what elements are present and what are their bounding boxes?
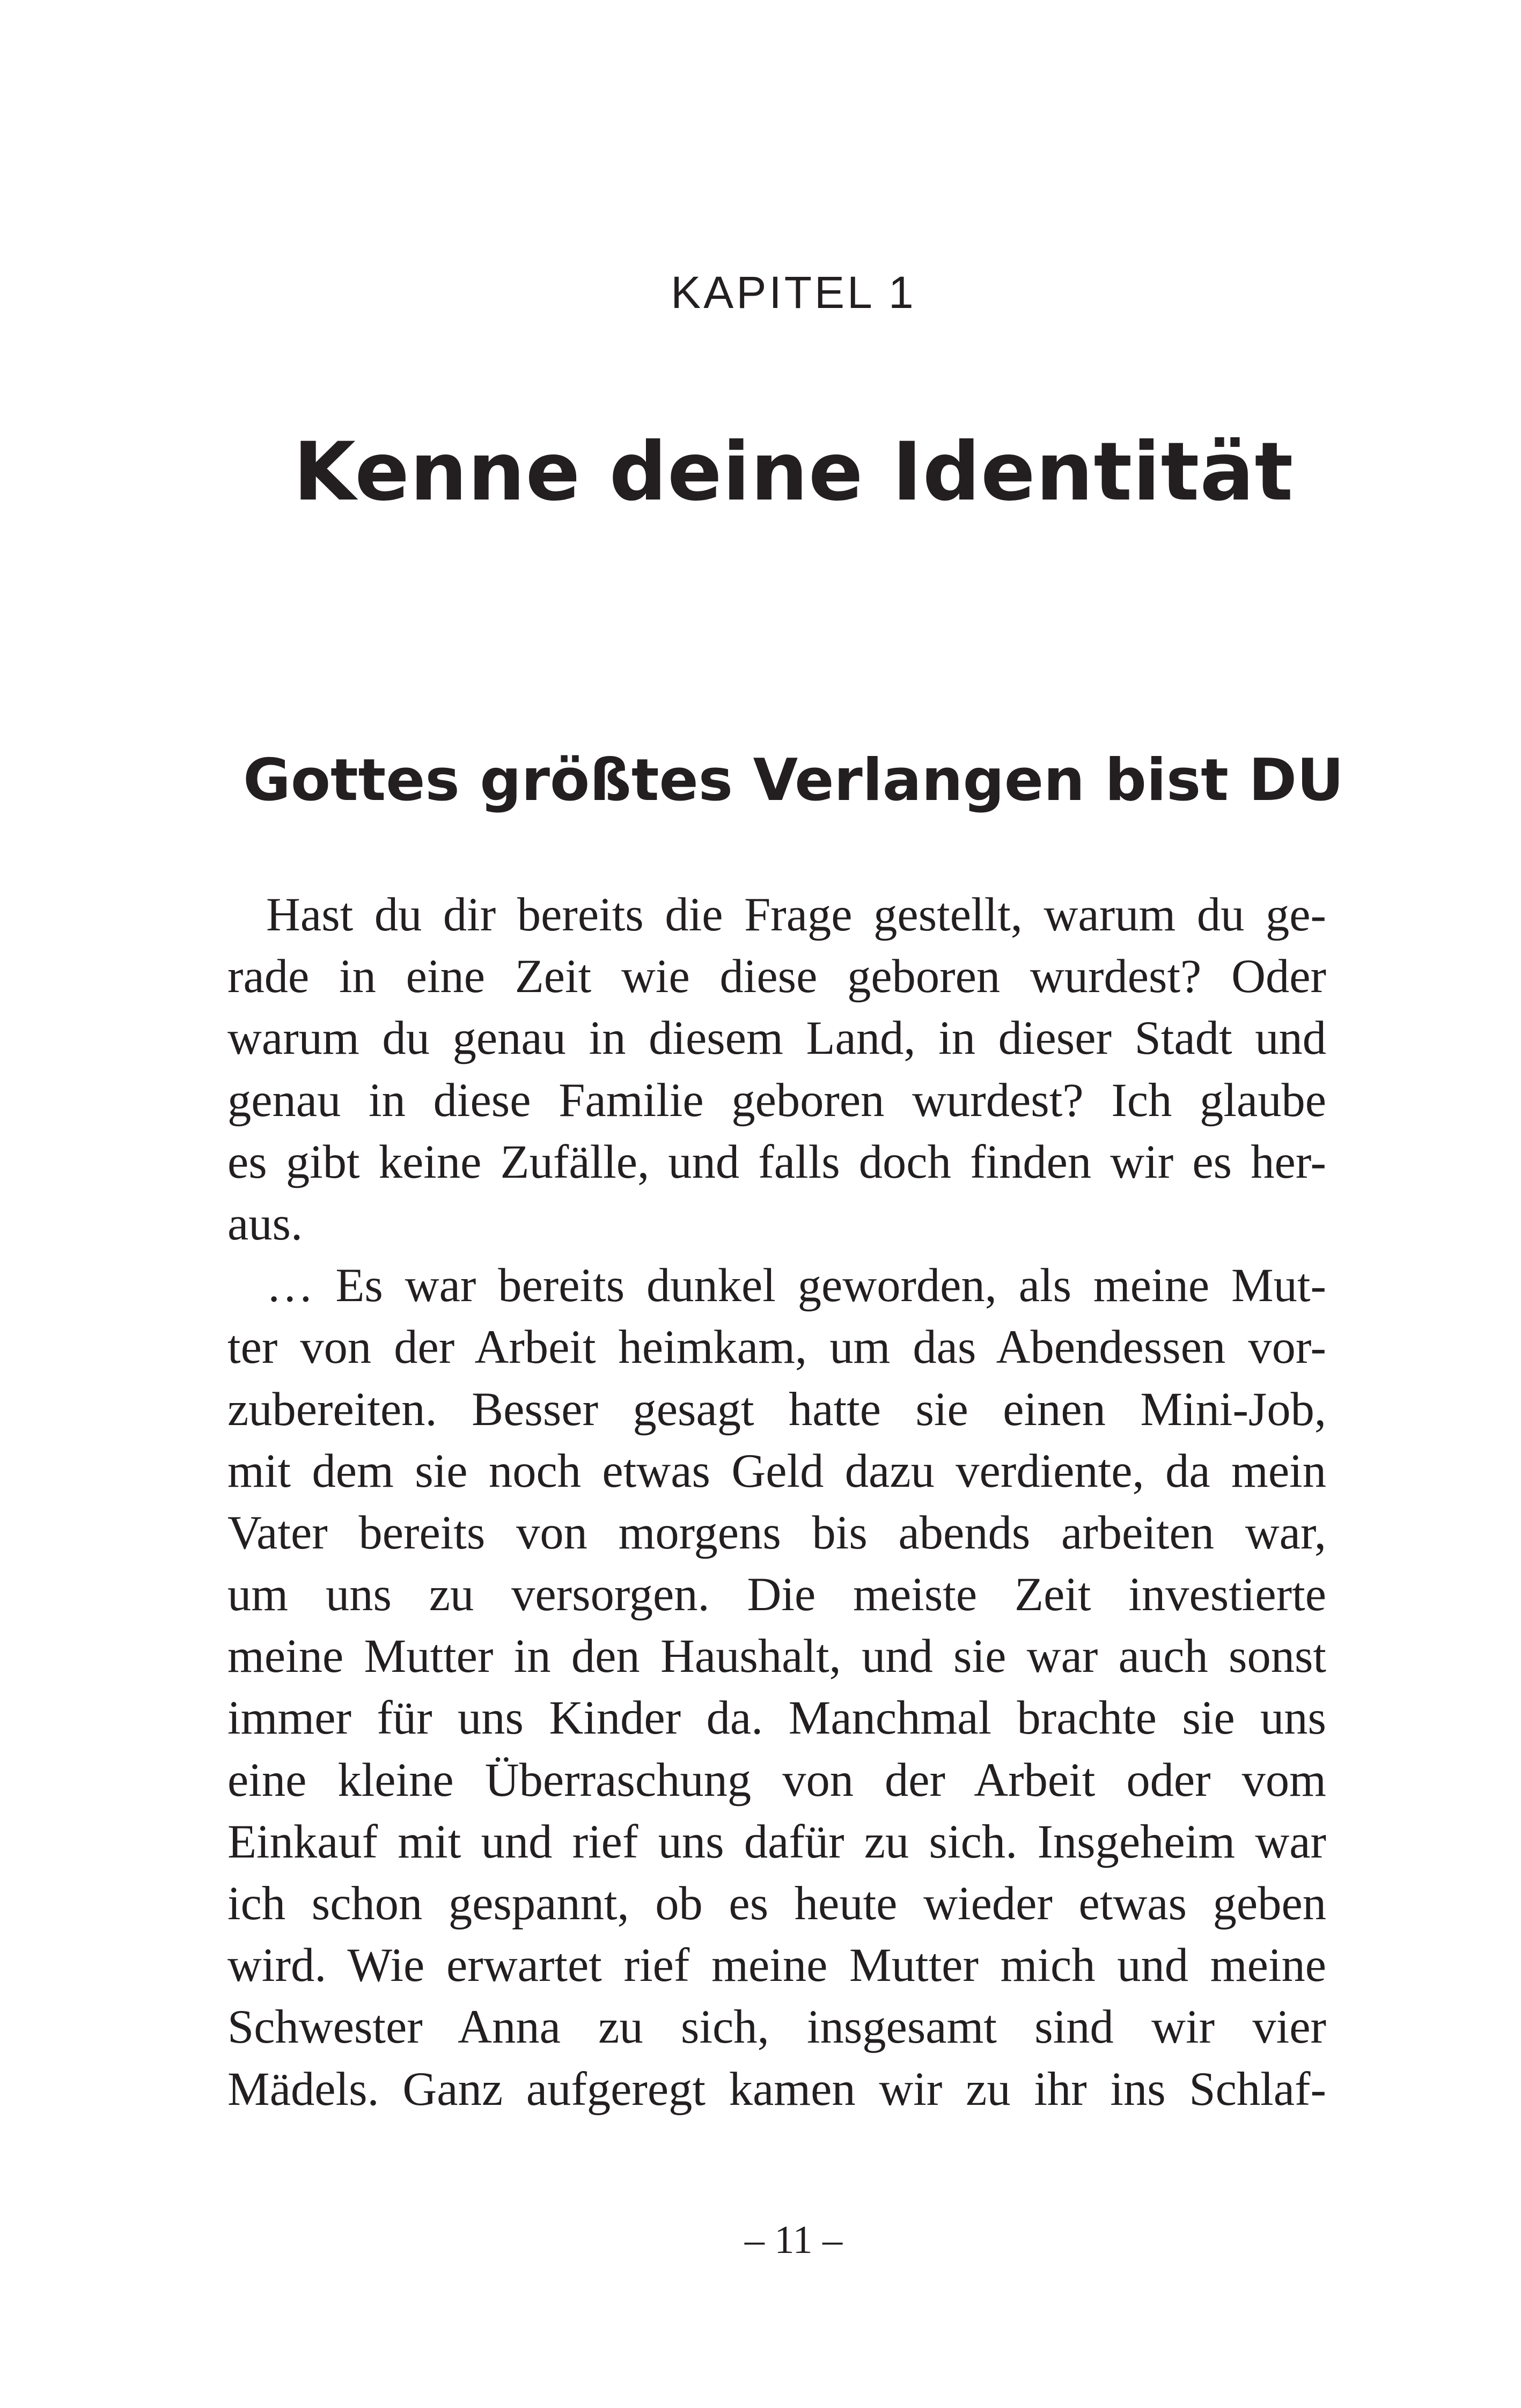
body-line: Vater bereits von morgens bis abends arbeiten war, <box>227 1506 1326 1559</box>
section-heading: Gottes größtes Verlangen bist DU <box>243 747 1344 814</box>
body-line: um uns zu versorgen. Die meiste Zeit investierte <box>227 1568 1326 1621</box>
body-line: genau in diese Familie geboren wurdest? Ich glaube <box>227 1074 1326 1127</box>
body-line: Mädels. Ganz aufgeregt kamen wir zu ihr ins Schlaf- <box>227 2062 1326 2116</box>
body-line: immer für uns Kinder da. Manchmal brachte sie uns <box>227 1692 1326 1745</box>
body-line: Einkauf mit und rief uns dafür zu sich. Insgeheim war <box>227 1815 1326 1868</box>
body-line: eine kleine Überraschung von der Arbeit oder vom <box>227 1753 1326 1807</box>
body-line: Hast du dir bereits die Frage gestellt, warum du ge- <box>266 889 1326 941</box>
body-text <box>227 884 1326 2120</box>
body-line: zubereiten. Besser gesagt hatte sie einen Mini-Job, <box>227 1383 1326 1436</box>
chapter-label: KAPITEL 1 <box>671 267 916 318</box>
body-line: meine Mutter in den Haushalt, und sie war auch sonst <box>227 1630 1326 1683</box>
body-line: rade in eine Zeit wie diese geboren wurdest? Oder <box>227 950 1326 1003</box>
body-line: … Es war bereits dunkel geworden, als meine Mut- <box>266 1259 1326 1312</box>
body-line: Schwester Anna zu sich, insgesamt sind wir vier <box>227 2001 1326 2054</box>
body-line: aus. <box>227 1197 303 1250</box>
body-line: wird. Wie erwartet rief meine Mutter mich und meine <box>227 1939 1326 1992</box>
body-line: warum du genau in diesem Land, in dieser Stadt und <box>227 1012 1326 1065</box>
page-number: – 11 – <box>744 2218 843 2262</box>
chapter-title: Kenne deine Identität <box>293 425 1294 519</box>
body-line: ter von der Arbeit heimkam, um das Abendessen vor- <box>227 1321 1326 1374</box>
body-line: mit dem sie noch etwas Geld dazu verdiente, da mein <box>227 1444 1326 1497</box>
body-line: ich schon gespannt, ob es heute wieder etwas geben <box>227 1877 1326 1930</box>
body-line: es gibt keine Zufälle, und falls doch finden wir es her- <box>227 1135 1326 1188</box>
